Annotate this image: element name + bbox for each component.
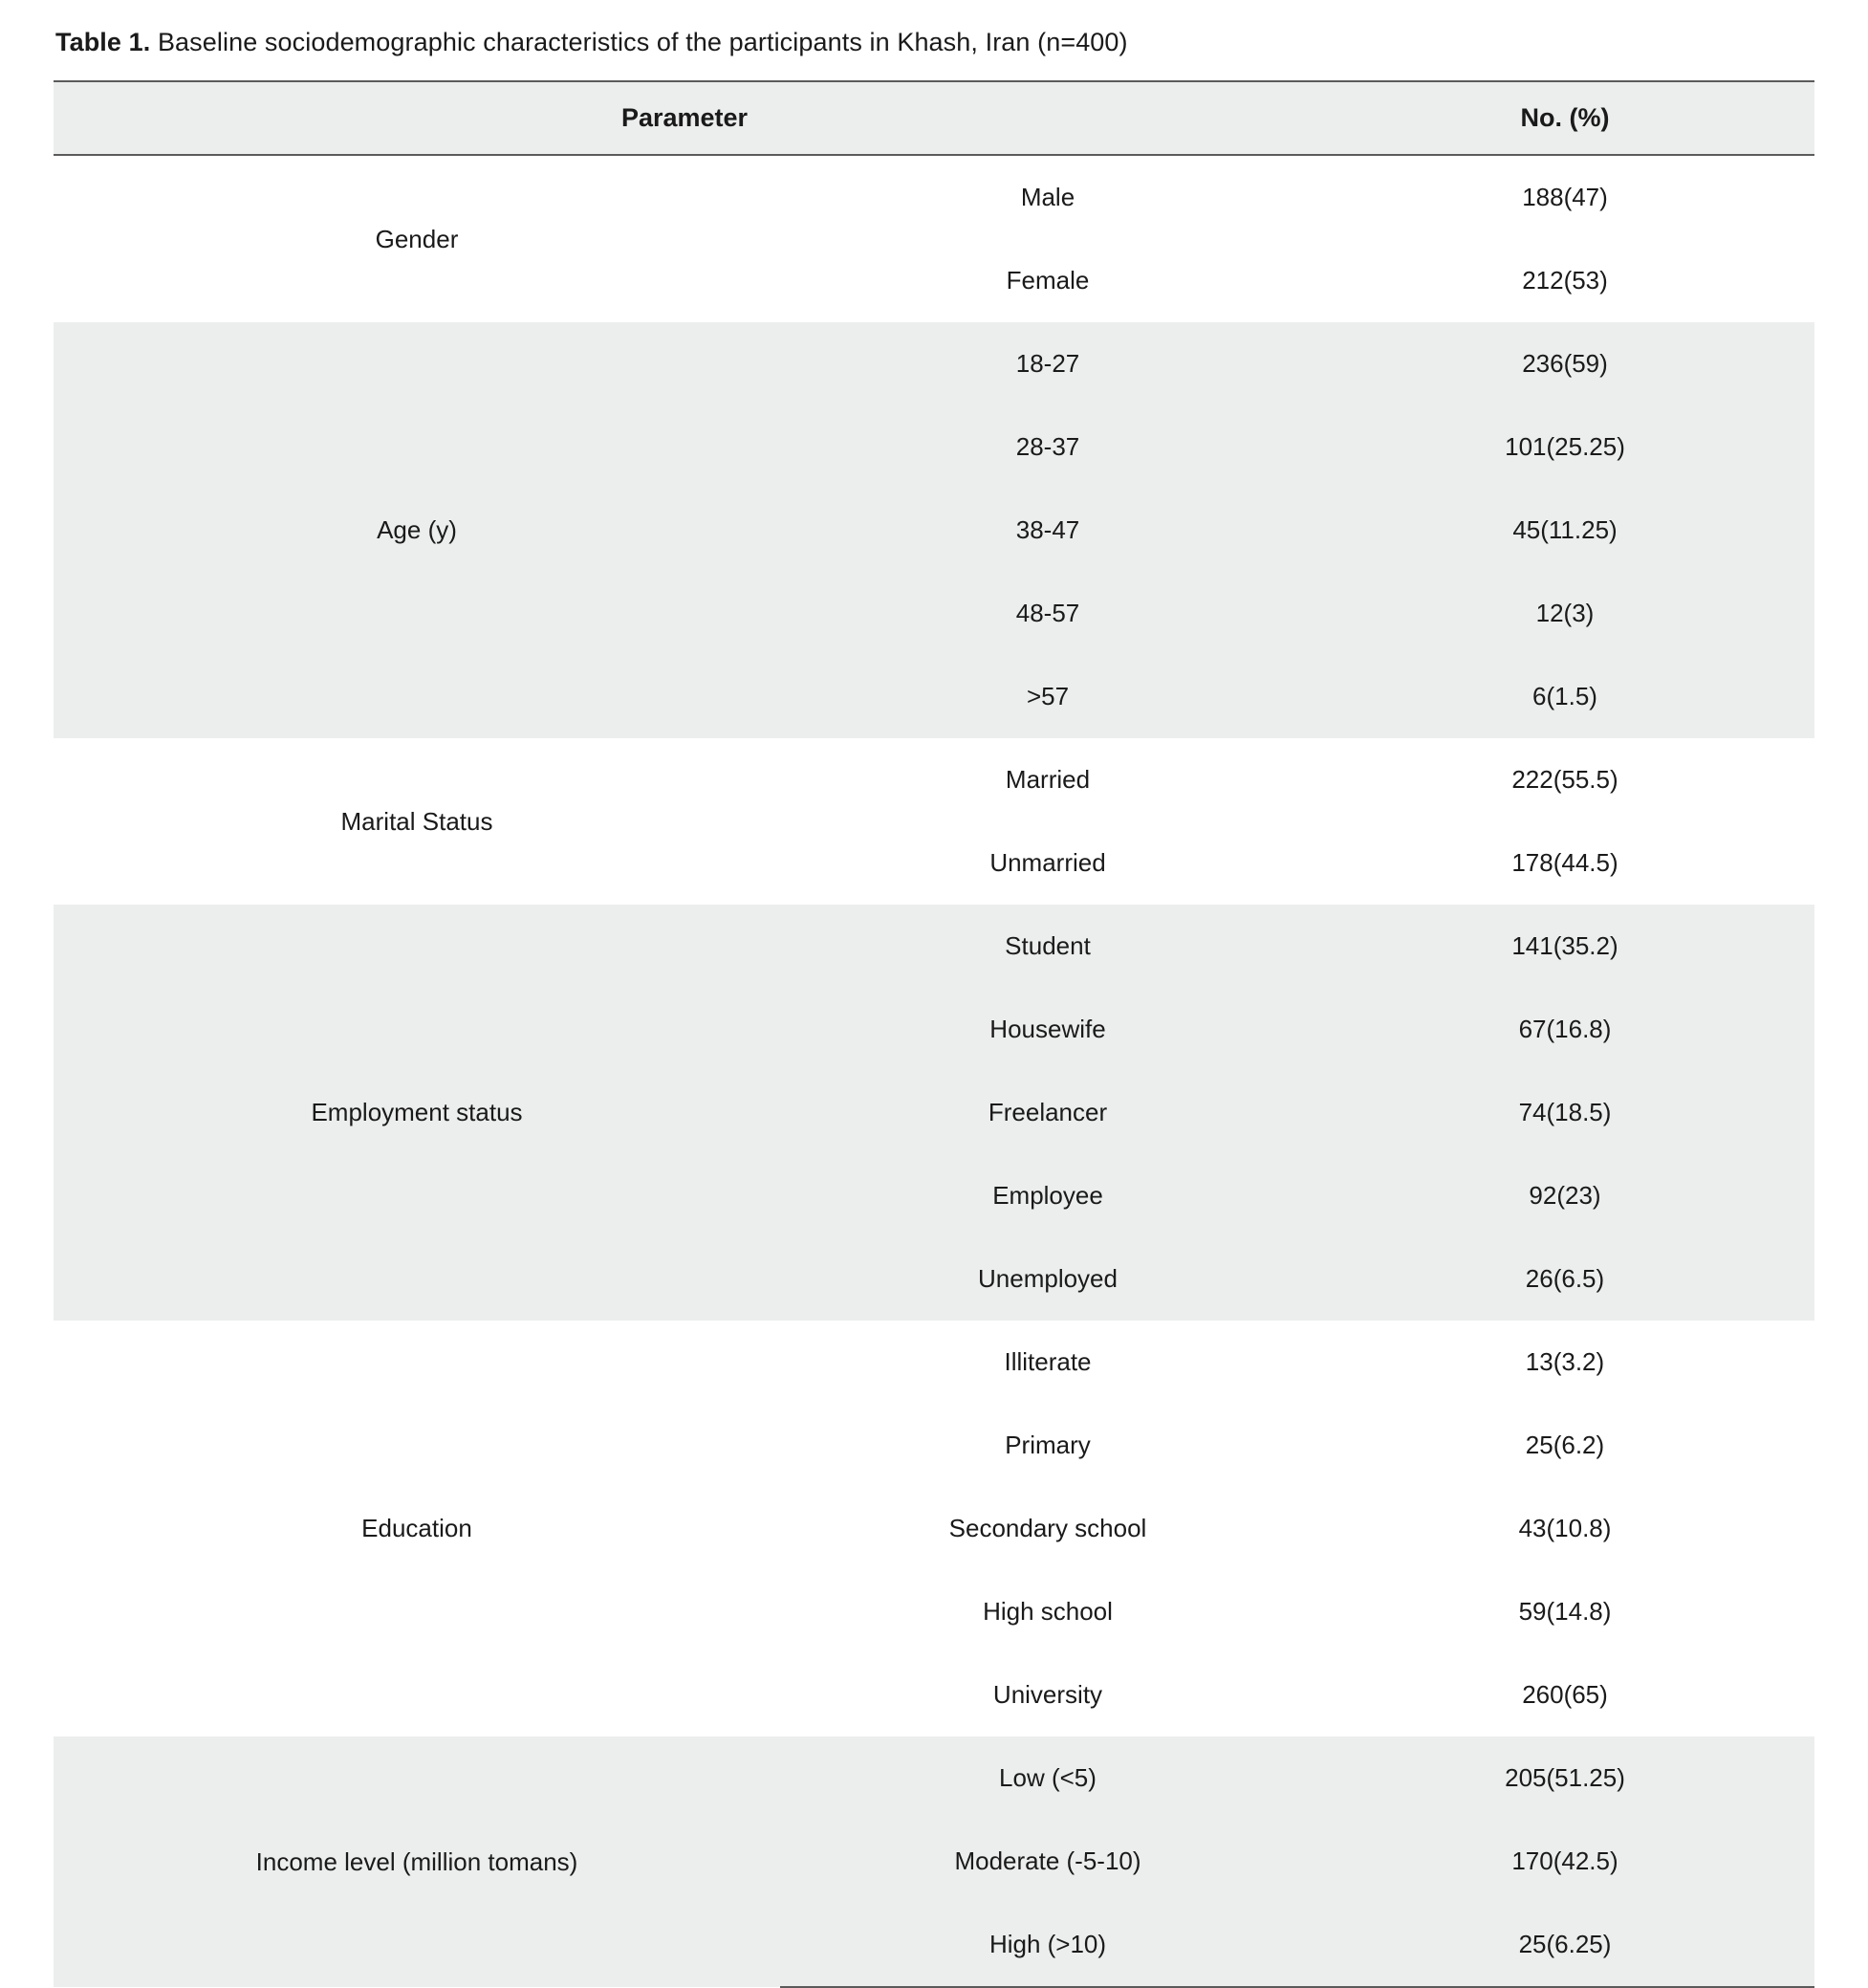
category-cell: High school xyxy=(983,1597,1113,1627)
table-row xyxy=(54,738,1814,821)
value-cell: 170(42.5) xyxy=(1315,1820,1814,1903)
category-cell: Unemployed xyxy=(780,1237,1315,1321)
category-cell: High (>10) xyxy=(780,1903,1315,1987)
category-cell: Female xyxy=(1006,266,1090,295)
table-caption-text: Baseline sociodemographic characteristics of the participants in Khash, Iran (n=400) xyxy=(150,28,1128,56)
table-body xyxy=(54,155,1814,1987)
category-cell: Male xyxy=(1020,183,1075,212)
value-cell: 45(11.25) xyxy=(1315,489,1814,572)
table-row xyxy=(54,322,1814,405)
category-cell: Housewife xyxy=(780,988,1315,1071)
value-cell: 178(44.5) xyxy=(1511,848,1618,878)
category-cell: Low (<5) xyxy=(780,1737,1315,1820)
parameter-group-label: Gender xyxy=(375,224,459,253)
value-cell: 13(3.2) xyxy=(1525,1347,1605,1377)
category-cell: 28-37 xyxy=(780,405,1315,489)
value-cell: 43(10.8) xyxy=(1518,1514,1612,1543)
value-cell: 74(18.5) xyxy=(1315,1071,1814,1154)
category-cell: Primary xyxy=(1005,1431,1091,1460)
category-cell: Freelancer xyxy=(780,1071,1315,1154)
value-cell: 92(23) xyxy=(1315,1154,1814,1237)
category-cell: Unmarried xyxy=(989,848,1106,878)
category-cell: 48-57 xyxy=(780,572,1315,655)
parameter-group-label: Income level (million tomans) xyxy=(54,1737,780,1987)
value-cell: 6(1.5) xyxy=(1315,655,1814,738)
category-cell: Moderate (-5-10) xyxy=(780,1820,1315,1903)
category-cell: Student xyxy=(780,905,1315,988)
parameter-group-label: Marital Status xyxy=(340,806,493,836)
value-cell: 260(65) xyxy=(1522,1680,1608,1710)
category-cell: Secondary school xyxy=(948,1514,1147,1543)
value-cell: 205(51.25) xyxy=(1315,1737,1814,1820)
table-row xyxy=(54,1737,1814,1820)
value-cell: 12(3) xyxy=(1315,572,1814,655)
category-cell: University xyxy=(992,1680,1103,1710)
table-row xyxy=(54,1321,1814,1404)
value-cell: 212(53) xyxy=(1522,266,1608,295)
value-cell: 222(55.5) xyxy=(1511,765,1618,795)
category-cell: Employee xyxy=(780,1154,1315,1237)
value-cell: 59(14.8) xyxy=(1518,1597,1612,1627)
table-caption xyxy=(55,25,1814,59)
category-cell: >57 xyxy=(780,655,1315,738)
value-cell: 236(59) xyxy=(1315,322,1814,405)
value-cell: 25(6.25) xyxy=(1315,1903,1814,1987)
baseline-characteristics-table xyxy=(54,80,1814,1988)
column-header-parameter: Parameter xyxy=(54,81,1315,155)
parameter-group-label: Employment status xyxy=(54,905,780,1321)
table-row xyxy=(54,905,1814,988)
parameter-group-label: Age (y) xyxy=(54,322,780,738)
value-cell: 25(6.2) xyxy=(1525,1431,1605,1460)
value-cell: 188(47) xyxy=(1522,183,1608,212)
category-cell: Illiterate xyxy=(1004,1347,1092,1377)
table-header-row xyxy=(54,81,1814,155)
category-cell: 38-47 xyxy=(780,489,1315,572)
value-cell: 141(35.2) xyxy=(1315,905,1814,988)
table-row xyxy=(54,155,1814,239)
table-caption-label: Table 1. xyxy=(55,28,151,56)
value-cell: 26(6.5) xyxy=(1315,1237,1814,1321)
value-cell: 67(16.8) xyxy=(1315,988,1814,1071)
category-cell: Married xyxy=(1005,765,1091,795)
category-cell: 18-27 xyxy=(780,322,1315,405)
column-header-number-percent: No. (%) xyxy=(1315,81,1814,155)
table-header xyxy=(54,81,1814,155)
parameter-group-label: Education xyxy=(361,1514,472,1543)
value-cell: 101(25.25) xyxy=(1315,405,1814,489)
